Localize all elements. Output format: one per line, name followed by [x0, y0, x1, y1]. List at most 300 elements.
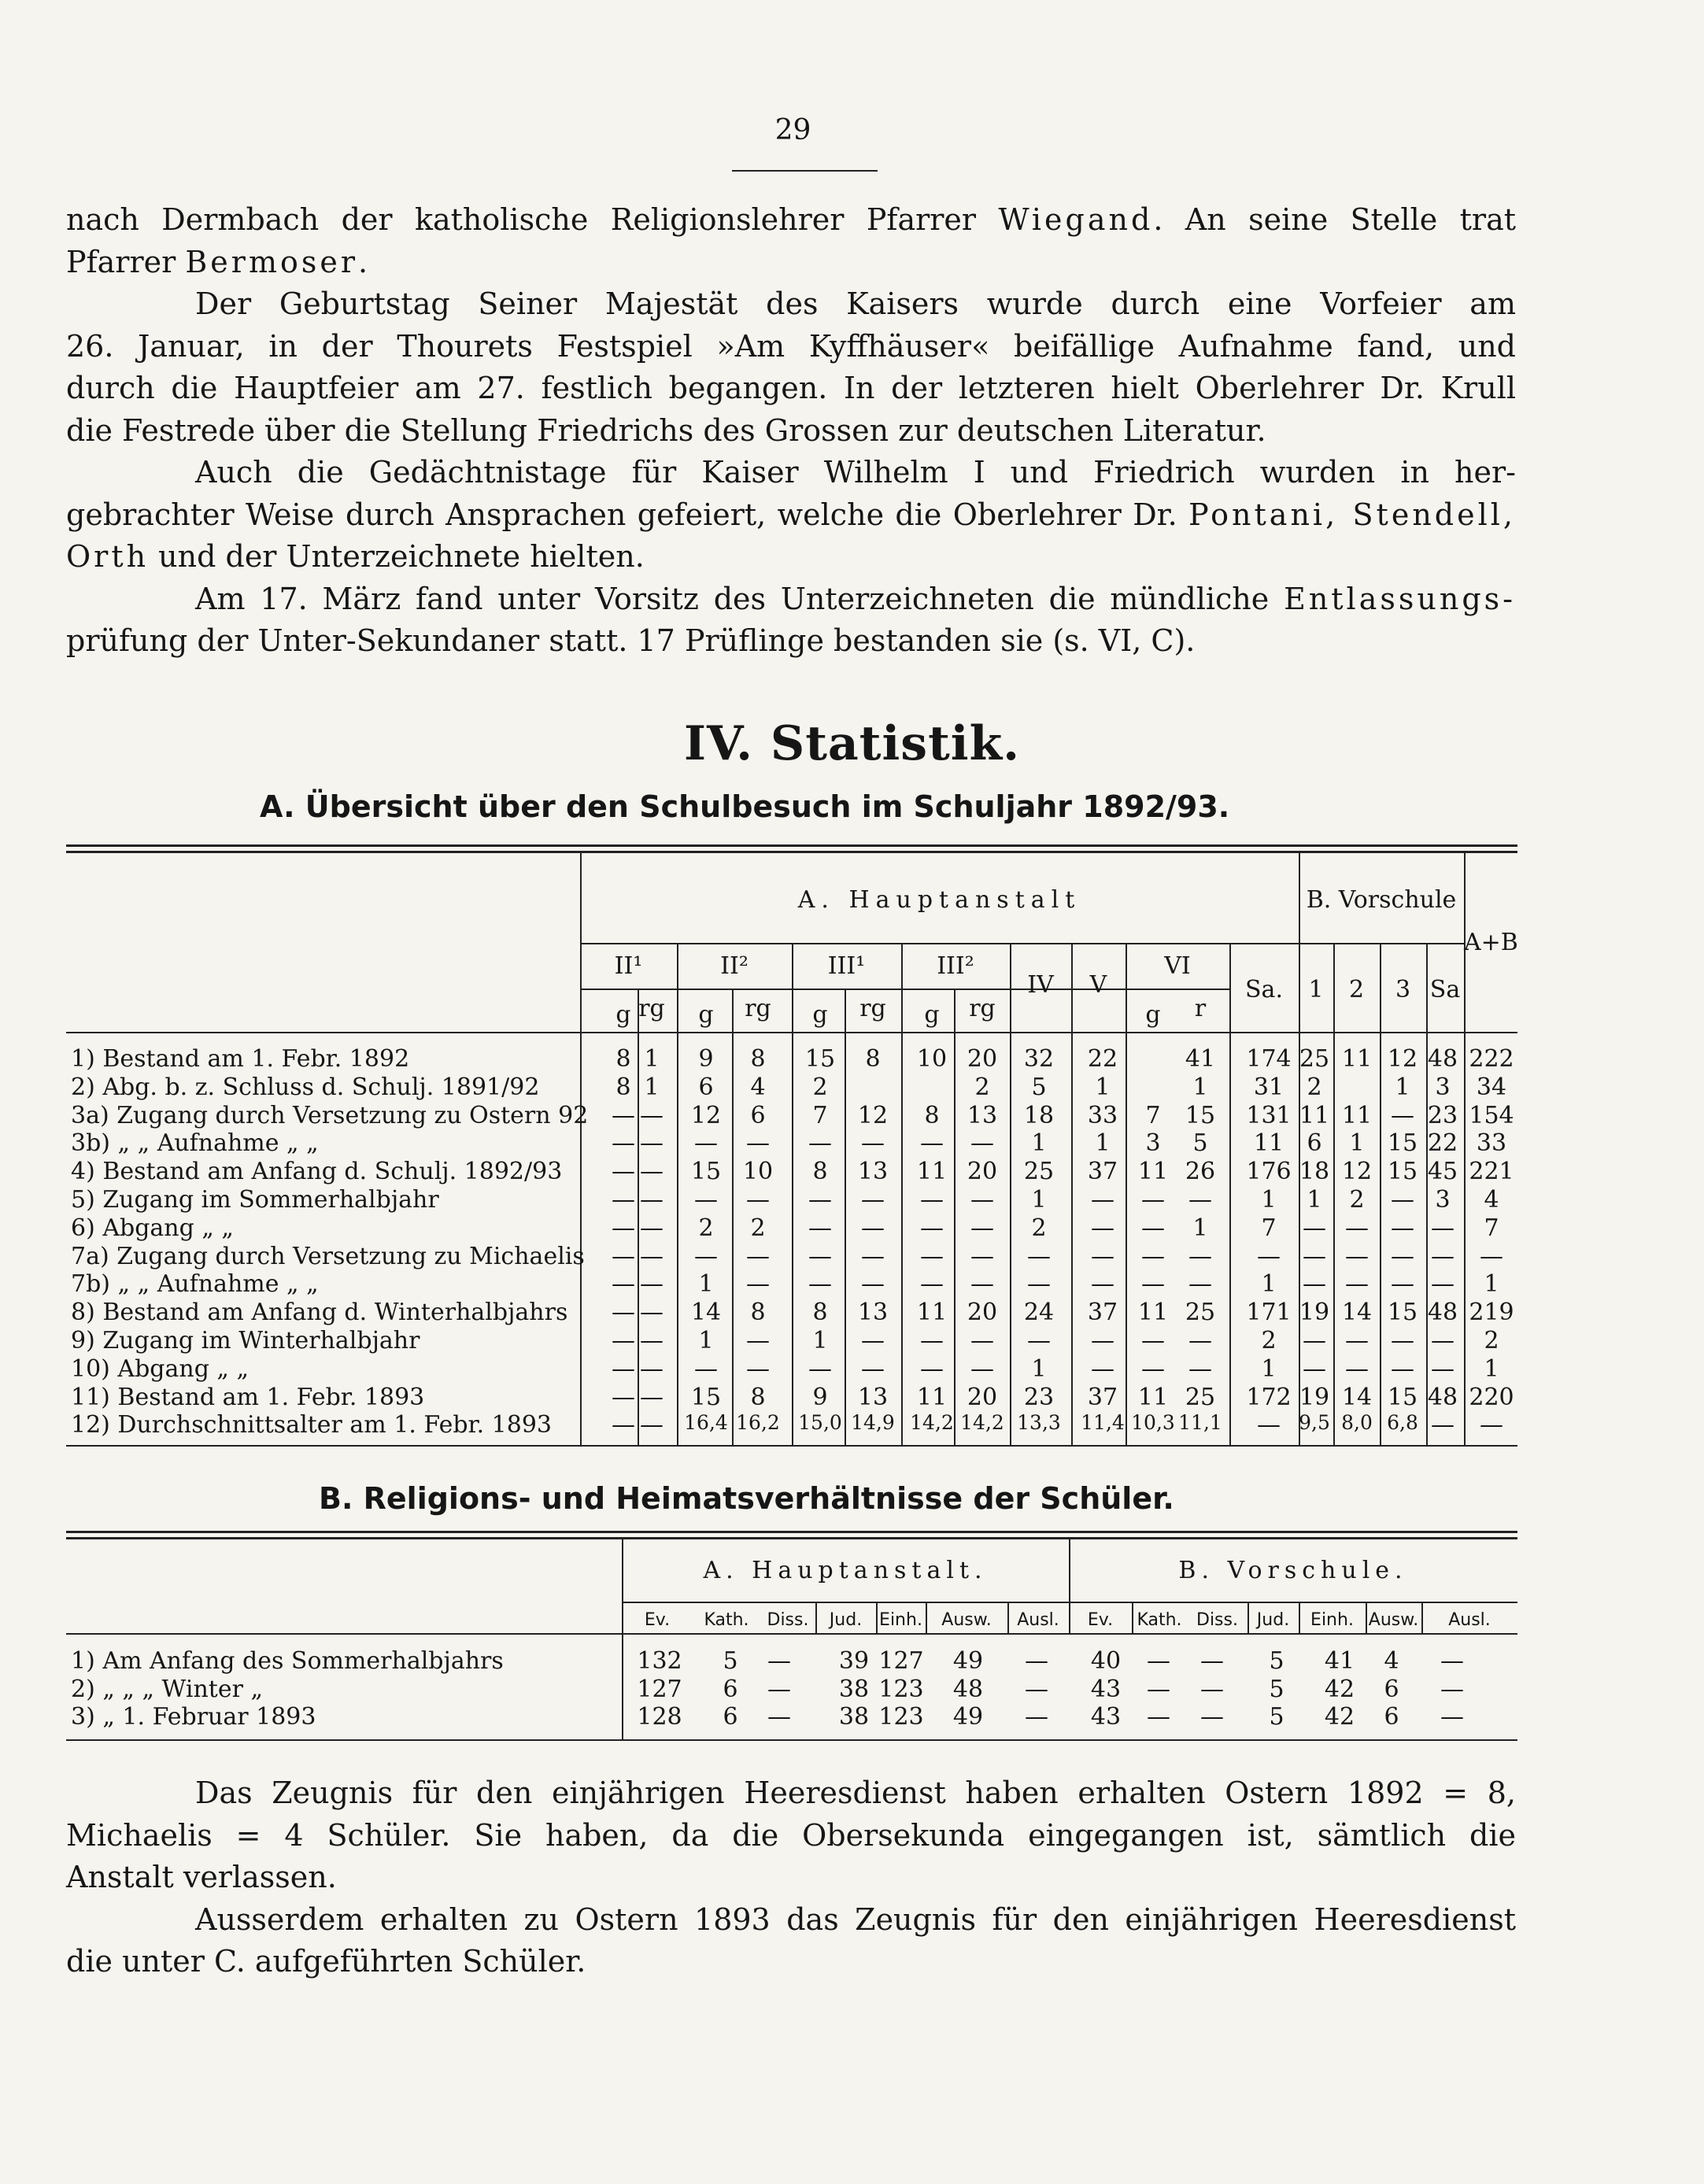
table-cell: —	[1091, 1355, 1114, 1383]
table-cell: 18	[1299, 1158, 1330, 1185]
table-cell: 16,4	[684, 1411, 728, 1434]
sub-header: rg	[859, 995, 886, 1022]
table-cell: 32	[1023, 1045, 1055, 1073]
table-cell: 3	[1435, 1186, 1451, 1214]
table-cell: —	[808, 1270, 832, 1298]
table-cell: 2	[698, 1214, 714, 1242]
table-cell: 8	[615, 1074, 631, 1101]
table-cell: —	[1141, 1327, 1165, 1354]
table-cell: 1	[1307, 1186, 1322, 1214]
table-cell: 11	[916, 1158, 948, 1185]
table-b-column-header: Jud.	[829, 1610, 863, 1630]
table-cell: 2	[1349, 1186, 1365, 1214]
table-cell: —	[1391, 1327, 1414, 1354]
table-cell: 5	[1269, 1647, 1284, 1675]
table-cell: 37	[1087, 1158, 1118, 1185]
section-title: IV. Statistik.	[683, 716, 1021, 771]
table-cell: 7	[1484, 1214, 1499, 1242]
table-cell: 14	[1341, 1384, 1373, 1411]
table-cell: 33	[1476, 1129, 1507, 1157]
table-cell: —	[1027, 1243, 1051, 1270]
table-cell: 48	[1427, 1045, 1458, 1073]
table-b-bottom-rule	[66, 1739, 1517, 1741]
outro-line: Michaelis = 4 Schüler. Sie haben, da die Obersekunda eingegangen ist, sämtlich die	[66, 1817, 1516, 1853]
table-b-column-line	[926, 1602, 927, 1633]
table-cell: 154	[1469, 1102, 1514, 1129]
table-cell: 4	[750, 1074, 766, 1101]
class-header: III¹	[827, 952, 866, 980]
table-cell: —	[808, 1129, 832, 1157]
table-cell: —	[1025, 1647, 1048, 1675]
table-cell: 4	[1384, 1647, 1399, 1675]
page-number: 29	[774, 114, 811, 146]
table-cell: 6	[1384, 1703, 1399, 1731]
table-cell: —	[808, 1214, 832, 1242]
class-header: III²	[937, 952, 974, 980]
table-cell: 25	[1299, 1045, 1330, 1073]
table-cell: 20	[967, 1045, 998, 1073]
table-cell: 25	[1185, 1299, 1216, 1326]
table-cell: —	[1303, 1270, 1326, 1298]
class-header: 2	[1348, 976, 1365, 1003]
table-cell: —	[1345, 1214, 1369, 1242]
table-cell: 2	[1261, 1327, 1277, 1354]
table-cell: —	[612, 1299, 635, 1326]
table-cell: —	[694, 1355, 718, 1383]
table-cell: 8	[750, 1384, 766, 1411]
class-header: IV	[1027, 971, 1054, 999]
table-cell: 13	[857, 1384, 889, 1411]
intro-text	[66, 199, 1516, 663]
table-cell: 15	[690, 1158, 722, 1185]
table-cell: —	[1440, 1647, 1464, 1675]
table-cell: 15	[1387, 1384, 1418, 1411]
table-cell: 48	[952, 1676, 984, 1703]
table-cell: 1	[812, 1327, 828, 1354]
table-cell: 49	[952, 1647, 984, 1675]
table-cell: —	[1027, 1270, 1051, 1298]
table-cell: 128	[637, 1703, 682, 1731]
table-cell: —	[1188, 1270, 1212, 1298]
table-cell: 3	[1435, 1074, 1451, 1101]
table-cell: 219	[1469, 1299, 1514, 1326]
table-cell: 15	[1387, 1158, 1418, 1185]
table-cell: —	[1431, 1270, 1454, 1298]
table-cell: 8	[812, 1299, 828, 1326]
table-cell: —	[640, 1129, 663, 1157]
table-cell: —	[1391, 1243, 1414, 1270]
table-cell: —	[970, 1186, 994, 1214]
table-cell: 1	[698, 1270, 714, 1298]
table-row-label: 10) Abgang „ „	[71, 1355, 250, 1383]
table-b-column-header: Ausl.	[1448, 1610, 1491, 1630]
table-cell: 20	[967, 1384, 998, 1411]
table-cell: —	[920, 1355, 944, 1383]
table-cell: —	[1147, 1676, 1170, 1703]
table-cell: 2	[1031, 1214, 1047, 1242]
table-cell: —	[1431, 1411, 1454, 1439]
table-cell: 18	[1023, 1102, 1055, 1129]
table-b-column-line	[1299, 1602, 1300, 1633]
table-cell: —	[612, 1102, 635, 1129]
sub-header: rg	[745, 995, 771, 1022]
table-cell: 220	[1469, 1384, 1514, 1411]
table-cell: 11	[1137, 1384, 1169, 1411]
table-cell: —	[1091, 1243, 1114, 1270]
table-cell: —	[861, 1243, 885, 1270]
table-b-column-line	[1007, 1602, 1009, 1633]
table-b-column-header: Diss.	[767, 1610, 809, 1630]
table-b-column-line	[1366, 1602, 1367, 1633]
table-cell: 13,3	[1017, 1411, 1061, 1434]
table-cell: —	[861, 1129, 885, 1157]
table-cell: 13	[857, 1299, 889, 1326]
table-cell: 14	[1341, 1299, 1373, 1326]
table-a-bottom-rule	[66, 1445, 1517, 1447]
table-cell: —	[970, 1270, 994, 1298]
table-cell: 11	[916, 1384, 948, 1411]
table-cell: —	[767, 1703, 791, 1731]
table-cell: 11	[1253, 1129, 1284, 1157]
table-cell: 8	[924, 1102, 940, 1129]
table-cell: —	[1257, 1411, 1281, 1439]
table-cell: 42	[1324, 1676, 1355, 1703]
outro-line: Das Zeugnis für den einjährigen Heeresdienst haben erhalten Ostern 1892 = 8,	[195, 1776, 1516, 1810]
table-cell: —	[1200, 1703, 1224, 1731]
table-cell: —	[970, 1129, 994, 1157]
table-cell: —	[1147, 1703, 1170, 1731]
table-cell: —	[694, 1243, 718, 1270]
class-header: II²	[720, 952, 749, 980]
table-cell: —	[612, 1384, 635, 1411]
table-cell: 2	[1307, 1074, 1322, 1101]
table-row-label: 12) Durchschnittsalter am 1. Febr. 1893	[71, 1411, 552, 1439]
table-cell: 1	[1192, 1074, 1208, 1101]
table-cell: —	[746, 1243, 770, 1270]
table-cell: 11	[916, 1299, 948, 1326]
table-b-column-header: Kath.	[704, 1610, 749, 1630]
table-cell: —	[640, 1270, 663, 1298]
table-cell: 39	[838, 1647, 870, 1675]
sub-header: g	[812, 1001, 828, 1029]
table-cell: 11	[1341, 1102, 1373, 1129]
table-cell: —	[612, 1158, 635, 1185]
table-cell: 1	[1031, 1129, 1047, 1157]
table-cell: 1	[1484, 1355, 1499, 1383]
table-cell: 15	[1387, 1129, 1418, 1157]
table-cell: 15	[1387, 1299, 1418, 1326]
table-cell: —	[746, 1355, 770, 1383]
outro-text	[66, 1772, 1516, 1983]
table-cell: 5	[1192, 1129, 1208, 1157]
table-cell: 1	[1031, 1186, 1047, 1214]
table-b-column-line	[876, 1602, 878, 1633]
class-header: VI	[1164, 952, 1191, 980]
table-b-header-rule	[66, 1633, 1517, 1635]
table-cell: 23	[1427, 1102, 1458, 1129]
table-cell: —	[612, 1411, 635, 1439]
table-cell: —	[640, 1355, 663, 1383]
table-cell: —	[861, 1327, 885, 1354]
table-row-label: 3) „ 1. Februar 1893	[71, 1703, 316, 1731]
table-cell: 6	[1307, 1129, 1322, 1157]
table-cell: 11	[1137, 1158, 1169, 1185]
table-cell: —	[970, 1355, 994, 1383]
table-b-column-header: Ausw.	[1368, 1610, 1419, 1630]
table-cell: —	[640, 1158, 663, 1185]
table-cell: 7	[1261, 1214, 1277, 1242]
table-b-column-line	[815, 1602, 817, 1633]
outro-line: die unter C. aufgeführten Schüler.	[66, 1944, 586, 1979]
intro-line: gebrachter Weise durch Ansprachen gefeiert, welche die Oberlehrer Dr. Pontani, Stendell,	[66, 497, 1516, 532]
class-header: V	[1089, 971, 1107, 999]
table-cell: 4	[1484, 1186, 1499, 1214]
table-cell: —	[767, 1647, 791, 1675]
table-cell: 16,2	[736, 1411, 780, 1434]
table-cell: —	[612, 1186, 635, 1214]
table-cell: 1	[1349, 1129, 1365, 1157]
hauptanstalt-header: A. Hauptanstalt.	[703, 1557, 988, 1584]
table-cell: 15	[1185, 1102, 1216, 1129]
table-cell: —	[1188, 1243, 1212, 1270]
table-cell: 48	[1427, 1384, 1458, 1411]
table-b-column-header: Ausw.	[941, 1610, 992, 1630]
table-cell: —	[1188, 1327, 1212, 1354]
table-cell: 176	[1246, 1158, 1292, 1185]
table-row-label: 5) Zugang im Sommerhalbjahr	[71, 1186, 439, 1214]
table-cell: 222	[1469, 1045, 1514, 1073]
table-b-column-line	[1421, 1602, 1423, 1633]
table-cell: 8	[750, 1045, 766, 1073]
table-cell: 6,8	[1387, 1411, 1418, 1434]
table-cell: —	[612, 1327, 635, 1354]
table-cell: —	[640, 1102, 663, 1129]
table-cell: 15	[804, 1045, 836, 1073]
table-cell: 40	[1090, 1647, 1122, 1675]
table-cell: 11	[1299, 1102, 1330, 1129]
table-cell: 1	[1261, 1270, 1277, 1298]
table-cell: —	[1091, 1214, 1114, 1242]
table-cell: —	[640, 1214, 663, 1242]
table-b-column-line	[1132, 1602, 1133, 1633]
table-cell: —	[1431, 1355, 1454, 1383]
table-row-label: 3a) Zugang durch Versetzung zu Ostern 92	[71, 1102, 589, 1129]
table-cell: 6	[698, 1074, 714, 1101]
table-cell: 5	[1269, 1703, 1284, 1731]
table-cell: 43	[1090, 1703, 1122, 1731]
table-cell: 7	[1145, 1102, 1161, 1129]
table-cell: —	[1391, 1186, 1414, 1214]
table-cell: —	[1345, 1243, 1369, 1270]
table-cell: 14,2	[960, 1411, 1004, 1434]
table-cell: 11	[1341, 1045, 1373, 1073]
table-b-column-header: Kath.	[1137, 1610, 1182, 1630]
table-a-header-line	[580, 943, 1464, 944]
table-cell: —	[746, 1129, 770, 1157]
table-b-top-rule	[66, 1531, 1517, 1533]
table-cell: —	[808, 1243, 832, 1270]
table-b-column-header: Einh.	[879, 1610, 922, 1630]
table-cell: —	[1091, 1270, 1114, 1298]
table-a-top-rule	[66, 844, 1517, 847]
table-row-label: 9) Zugang im Winterhalbjahr	[71, 1327, 420, 1354]
table-cell: —	[1147, 1647, 1170, 1675]
table-cell: 23	[1023, 1384, 1055, 1411]
table-a-column-line	[580, 851, 582, 1445]
table-cell: 15,0	[798, 1411, 842, 1434]
table-cell: —	[1345, 1355, 1369, 1383]
class-header: II¹	[614, 952, 643, 980]
outro-line: Anstalt verlassen.	[66, 1860, 337, 1894]
table-cell: —	[1257, 1243, 1281, 1270]
table-a-header-line	[580, 989, 1229, 990]
table-cell: —	[1391, 1214, 1414, 1242]
table-cell: 6	[1384, 1676, 1399, 1703]
table-cell: —	[694, 1186, 718, 1214]
table-cell: —	[1027, 1327, 1051, 1354]
table-cell: 5	[1269, 1676, 1284, 1703]
table-cell: 25	[1023, 1158, 1055, 1185]
table-cell: —	[920, 1270, 944, 1298]
table-cell: 11,4	[1081, 1411, 1125, 1434]
table-cell: 1	[1095, 1129, 1111, 1157]
intro-line: prüfung der Unter-Sekundaner statt. 17 Prüflinge bestanden sie (s. VI, C).	[66, 623, 1196, 658]
table-cell: 127	[637, 1676, 682, 1703]
table-cell: —	[612, 1355, 635, 1383]
table-cell: —	[1431, 1327, 1454, 1354]
table-cell: 1	[698, 1327, 714, 1354]
table-cell: —	[1188, 1355, 1212, 1383]
table-cell: —	[767, 1676, 791, 1703]
table-cell: —	[1440, 1703, 1464, 1731]
table-cell: 1	[1261, 1186, 1277, 1214]
table-cell: 14,2	[910, 1411, 954, 1434]
table-b-column-header: Einh.	[1310, 1610, 1354, 1630]
table-row-label: 7b) „ „ Aufnahme „ „	[71, 1270, 319, 1298]
table-cell: 132	[637, 1647, 682, 1675]
table-cell: 42	[1324, 1703, 1355, 1731]
table-cell: 20	[967, 1299, 998, 1326]
table-cell: 174	[1246, 1045, 1292, 1073]
table-cell: 13	[857, 1158, 889, 1185]
table-b-header-line	[622, 1602, 1517, 1603]
table-cell: 123	[878, 1703, 924, 1731]
table-cell: 25	[1185, 1384, 1216, 1411]
table-cell: —	[1391, 1355, 1414, 1383]
table-cell: 131	[1246, 1102, 1292, 1129]
table-row-label: 7a) Zugang durch Versetzung zu Michaelis	[71, 1243, 585, 1270]
hauptanstalt-header: A. Hauptanstalt	[797, 886, 1081, 914]
table-cell: —	[1200, 1676, 1224, 1703]
table-cell: 33	[1087, 1102, 1118, 1129]
table-cell: 1	[1395, 1074, 1410, 1101]
table-cell: 8	[615, 1045, 631, 1073]
table-cell: —	[920, 1186, 944, 1214]
table-cell: —	[1091, 1327, 1114, 1354]
intro-line: nach Dermbach der katholische Religionslehrer Pfarrer Wiegand. An seine Stelle trat	[66, 202, 1516, 237]
class-header: Sa	[1429, 976, 1461, 1003]
table-cell: —	[746, 1270, 770, 1298]
table-row-label: 4) Bestand am Anfang d. Schulj. 1892/93	[71, 1158, 563, 1185]
intro-line: 26. Januar, in der Thourets Festspiel »Am Kyffhäuser« beifällige Aufnahme fand, und	[66, 328, 1516, 364]
table-cell: —	[861, 1355, 885, 1383]
table-row-label: 1) Am Anfang des Sommerhalbjahrs	[71, 1647, 504, 1675]
table-cell: —	[808, 1355, 832, 1383]
table-cell: 1	[1031, 1355, 1047, 1383]
table-cell: 38	[838, 1703, 870, 1731]
table-cell: —	[640, 1186, 663, 1214]
table-cell: —	[1141, 1355, 1165, 1383]
table-cell: —	[1431, 1243, 1454, 1270]
intro-line: Auch die Gedächtnistage für Kaiser Wilhelm I und Friedrich wurden in her-	[195, 455, 1516, 490]
table-cell: 171	[1246, 1299, 1292, 1326]
class-header: 1	[1308, 976, 1324, 1003]
intro-line: die Festrede über die Stellung Friedrichs des Grossen zur deutschen Literatur.	[66, 412, 1266, 448]
table-cell: —	[1480, 1243, 1503, 1270]
table-cell: 11,1	[1178, 1411, 1222, 1434]
table-cell: 6	[723, 1703, 738, 1731]
sub-header: g	[698, 1001, 714, 1029]
table-cell: 2	[974, 1074, 990, 1101]
table-b-column-header: Ev.	[644, 1610, 671, 1630]
table-cell: 8	[865, 1045, 881, 1073]
table-cell: —	[640, 1299, 663, 1326]
class-header: Sa.	[1245, 976, 1283, 1003]
table-cell: —	[970, 1243, 994, 1270]
table-cell: —	[1391, 1270, 1414, 1298]
sub-header: r	[1194, 995, 1207, 1022]
table-cell: 38	[838, 1676, 870, 1703]
outro-line: Ausserdem erhalten zu Ostern 1893 das Zeugnis für den einjährigen Heeresdienst	[195, 1901, 1516, 1937]
table-cell: 9,5	[1299, 1411, 1330, 1434]
table-cell: —	[1025, 1676, 1048, 1703]
table-cell: 123	[878, 1676, 924, 1703]
table-cell: 1	[1261, 1355, 1277, 1383]
table-row-label: 2) Abg. b. z. Schluss d. Schulj. 1891/92	[71, 1074, 540, 1101]
table-cell: 12	[1341, 1158, 1373, 1185]
table-cell: 1	[1192, 1214, 1208, 1242]
table-cell: 43	[1090, 1676, 1122, 1703]
table-cell: —	[694, 1129, 718, 1157]
table-cell: 12	[1387, 1045, 1418, 1073]
table-cell: —	[612, 1243, 635, 1270]
table-cell: 10,3	[1131, 1411, 1175, 1434]
table-cell: 5	[1031, 1074, 1047, 1101]
table-cell: —	[1480, 1411, 1503, 1439]
table-cell: 22	[1087, 1045, 1118, 1073]
table-cell: —	[1391, 1102, 1414, 1129]
table-cell: —	[861, 1186, 885, 1214]
table-cell: 5	[723, 1647, 738, 1675]
table-cell: 24	[1023, 1299, 1055, 1326]
table-cell: —	[612, 1214, 635, 1242]
table-cell: 12	[690, 1102, 722, 1129]
table-cell: 6	[750, 1102, 766, 1129]
table-b-column-line	[1248, 1602, 1249, 1633]
table-cell: —	[920, 1129, 944, 1157]
table-cell: —	[1345, 1270, 1369, 1298]
table-cell: —	[612, 1270, 635, 1298]
table-cell: —	[746, 1186, 770, 1214]
table-cell: 37	[1087, 1299, 1118, 1326]
table-cell: 1	[644, 1074, 660, 1101]
table-cell: 19	[1299, 1299, 1330, 1326]
table-cell: 7	[812, 1102, 828, 1129]
table-cell: 8	[750, 1299, 766, 1326]
table-cell: 14,9	[851, 1411, 895, 1434]
table-cell: —	[1431, 1214, 1454, 1242]
intro-line: Am 17. März fand unter Vorsitz des Unterzeichneten die mündliche Entlassungs-	[195, 581, 1516, 616]
